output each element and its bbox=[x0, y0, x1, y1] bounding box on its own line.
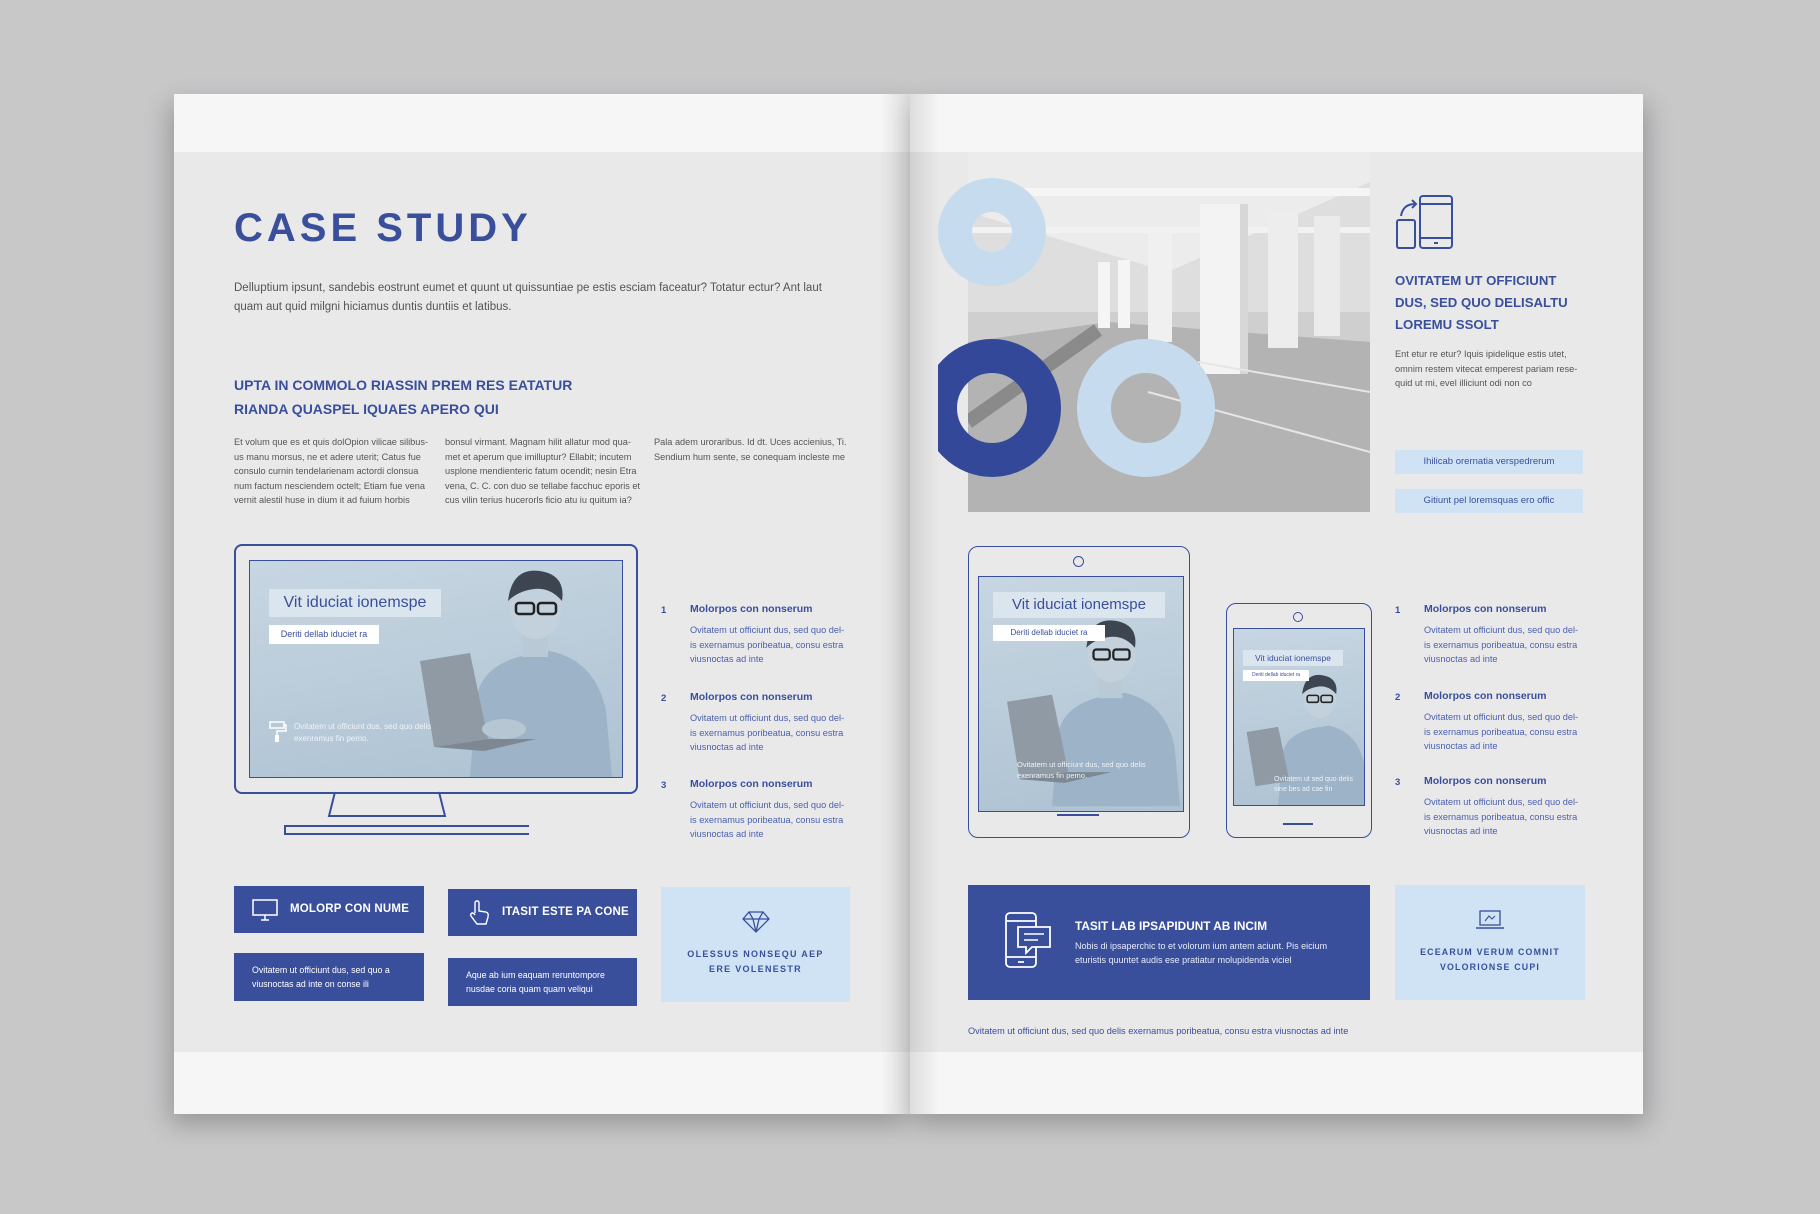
molorp-button[interactable] bbox=[234, 886, 424, 933]
feature-title: Molorpos con nonserum bbox=[690, 778, 813, 790]
phone-camera bbox=[1293, 612, 1303, 622]
diamond-label: OLESSUS NONSEQU AEP ERE VOLENESTR bbox=[687, 949, 824, 974]
banner-title: TASIT LAB IPSAPIDUNT AB INCIM bbox=[1075, 919, 1268, 933]
feature-list-left bbox=[661, 603, 861, 865]
left-page bbox=[174, 94, 910, 1114]
footer-text: Ovitatem ut officiunt dus, sed quo delis exernamus poribeatua, consu estra viusnoctas ad inte bbox=[968, 1026, 1349, 1036]
tablet-headline: Vit iduciat ionemspe bbox=[993, 592, 1165, 618]
feature-item bbox=[1395, 775, 1595, 860]
feature-item bbox=[661, 691, 861, 778]
feature-number: 2 bbox=[1395, 692, 1401, 703]
laptop-label: ECEARUM VERUM COMNIT VOLORIONSE CUPI bbox=[1420, 947, 1560, 972]
top-band bbox=[174, 94, 910, 152]
tablet-screen bbox=[978, 576, 1184, 812]
phone-screen bbox=[1233, 628, 1365, 806]
itasit-button-label: ITASIT ESTE PA CONE bbox=[502, 906, 629, 918]
itasit-info-box bbox=[448, 958, 637, 1006]
feature-number: 1 bbox=[661, 605, 667, 616]
phone-headline: Vit iduciat ionemspe bbox=[1243, 650, 1343, 666]
phone-caption: Ovitatem ut sed quo delis sine bes ad cae fin bbox=[1274, 776, 1353, 793]
bottom-band bbox=[910, 1052, 1643, 1114]
column-2-text: bonsul virmant. Magnam hilit allatur mod qua-met et aperum que imilluptur? Ellabit; incutem usplone mendienteric fatum ocendit; nesin Etra vena, C. C. con duo se tellabe facchuc eporis et cus vilin terius hucerorls ficio atu iu quitum ia? bbox=[445, 437, 641, 506]
feature-title: Molorpos con nonserum bbox=[1424, 775, 1547, 787]
banner-text: Nobis di ipsaperchic to et volorum ium antem aciunt. Pis eicium eturistis quuntet audis ese pratiatur molupidenda viciel bbox=[1075, 941, 1328, 965]
side-text: Ent etur re etur? Iquis ipidelique estis utet, omnim restem vitecat emperest pariam rese-quid ut mi, evel illiciunt odi non co bbox=[1395, 349, 1578, 389]
tablet-home-bar bbox=[1057, 814, 1099, 816]
feature-number: 2 bbox=[661, 693, 667, 704]
feature-text: Ovitatem ut officiunt dus, sed quo del-is exernamus poribeatua, consu estra viusnoctas ad inte bbox=[1424, 712, 1579, 751]
molorp-info-box bbox=[234, 953, 424, 1001]
feature-number: 3 bbox=[661, 780, 667, 791]
paint-roller-icon bbox=[269, 721, 287, 743]
feature-text: Ovitatem ut officiunt dus, sed quo del-is exernamus poribeatua, consu estra viusnoctas ad inte bbox=[690, 625, 845, 664]
pill-link-1[interactable]: Ihilicab orernatia verspedrerum bbox=[1395, 450, 1583, 474]
monitor-icon bbox=[252, 899, 278, 921]
subheading-line-2: RIANDA QUASPEL IQUAES APERO QUI bbox=[234, 401, 499, 417]
intro-text: Delluptium ipsunt, sandebis eostrunt eumet et quunt ut quissuntiae pe estis esciam faceatur? Totatur ectur? Ant laut quam aut quid milgni hiciamus duntis duntiis et latibus. bbox=[234, 282, 822, 313]
feature-title: Molorpos con nonserum bbox=[690, 691, 813, 703]
monitor-cta-button[interactable]: Deriti dellab iduciet ra bbox=[269, 625, 379, 644]
feature-list-right bbox=[1395, 603, 1595, 860]
tablet-caption: Ovitatem ut officiunt dus, sed quo delis exenramus fin pemo. bbox=[1017, 760, 1146, 780]
devices-icon bbox=[1395, 194, 1455, 250]
feature-number: 3 bbox=[1395, 777, 1401, 788]
column-1-text: Et volum que es et quis dolOpion vilicae silibus-us manu morsus, ne et adere uterit; Catus fue consulo curnin tendelarienam actordi clonsua num factum nesciendem octelt; Etiam fue vena vernit alestil huse in dium it ad fuium horbis bbox=[234, 437, 429, 506]
tablet-cta-button[interactable]: Deriti dellab iduciet ra bbox=[993, 625, 1105, 641]
right-page bbox=[910, 94, 1643, 1114]
feature-item bbox=[1395, 603, 1595, 690]
diamond-icon bbox=[742, 911, 770, 933]
laptop-info-box bbox=[1395, 885, 1585, 1000]
feature-text: Ovitatem ut officiunt dus, sed quo del-is exernamus poribeatua, consu estra viusnoctas ad inte bbox=[1424, 625, 1579, 664]
feature-title: Molorpos con nonserum bbox=[690, 603, 813, 615]
feature-number: 1 bbox=[1395, 605, 1401, 616]
bottom-band bbox=[174, 1052, 910, 1114]
monitor-screen bbox=[249, 560, 623, 778]
molorp-info-text: Ovitatem ut officiunt dus, sed quo a viusnoctas ad inte on conse ili bbox=[252, 965, 390, 989]
feature-item bbox=[1395, 690, 1595, 775]
itasit-button[interactable] bbox=[448, 889, 637, 936]
top-band bbox=[910, 94, 1643, 152]
molorp-button-label: MOLORP CON NUME bbox=[290, 903, 410, 915]
tasit-banner bbox=[968, 885, 1370, 1000]
tablet-camera bbox=[1073, 556, 1084, 567]
decorative-rings bbox=[938, 178, 1218, 488]
feature-item bbox=[661, 603, 861, 691]
diamond-info-box bbox=[661, 887, 850, 1002]
side-heading: OVITATEM UT OFFICIUNT DUS, SED QUO DELISALTU LOREMU SSOLT bbox=[1395, 273, 1568, 332]
monitor-caption: Ovitatem ut officiunt dus, sed quo delis exenramus fin pemo. bbox=[294, 722, 432, 743]
laptop-icon bbox=[1475, 909, 1505, 931]
monitor-stand bbox=[269, 790, 529, 840]
feature-item bbox=[661, 778, 861, 865]
page-title: CASE STUDY bbox=[234, 206, 532, 250]
feature-title: Molorpos con nonserum bbox=[1424, 603, 1547, 615]
feature-title: Molorpos con nonserum bbox=[1424, 690, 1547, 702]
pill-link-2[interactable]: Gitiunt pel loremsquas ero offic bbox=[1395, 489, 1583, 513]
phone-home-bar bbox=[1283, 823, 1313, 825]
phone-cta-button[interactable]: Deriti dellab iduciet ra bbox=[1243, 670, 1309, 681]
subheading-line-1: UPTA IN COMMOLO RIASSIN PREM RES EATATUR bbox=[234, 377, 573, 393]
chat-phone-icon bbox=[1004, 911, 1052, 971]
feature-text: Ovitatem ut officiunt dus, sed quo del-is exernamus poribeatua, consu estra viusnoctas ad inte bbox=[690, 800, 845, 839]
feature-text: Ovitatem ut officiunt dus, sed quo del-is exernamus poribeatua, consu estra viusnoctas ad inte bbox=[1424, 797, 1579, 836]
monitor-headline: Vit iduciat ionemspe bbox=[269, 589, 441, 617]
hand-pointer-icon bbox=[468, 900, 490, 926]
feature-text: Ovitatem ut officiunt dus, sed quo del-is exernamus poribeatua, consu estra viusnoctas ad inte bbox=[690, 713, 845, 752]
itasit-info-text: Aque ab ium eaquam reruntompore nusdae coria quam quam veliqui bbox=[466, 970, 605, 994]
column-3-text: Pala adem uroraribus. Id dt. Uces accienius, Ti. Sendium hum sente, se conequam incleste me bbox=[654, 437, 847, 462]
